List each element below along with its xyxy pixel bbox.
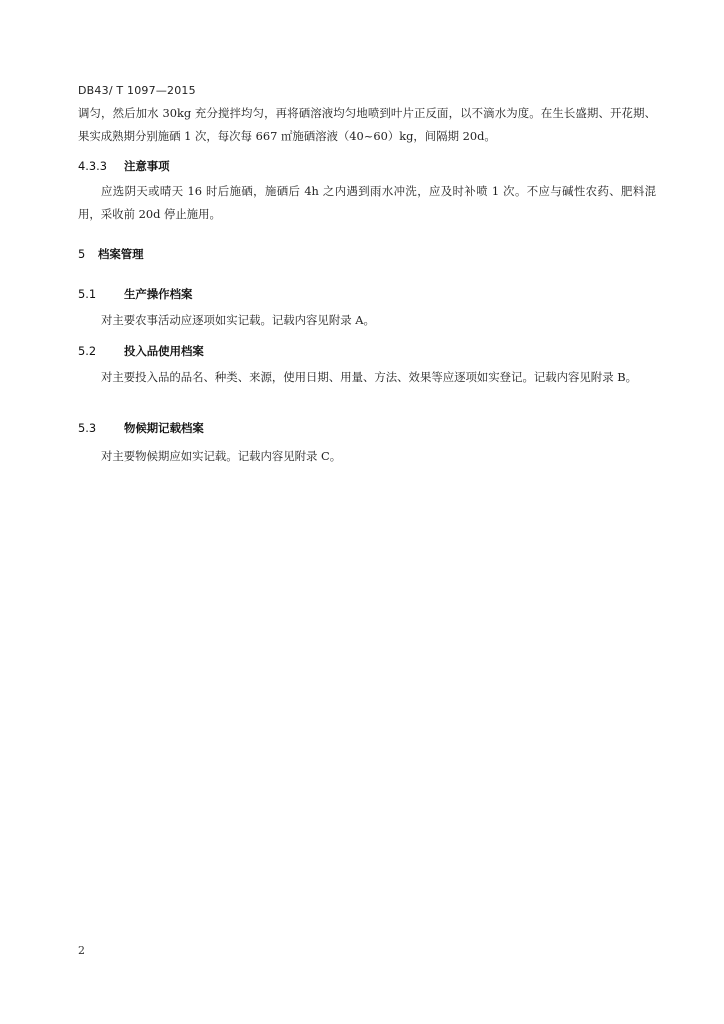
section-number: 5.3 <box>78 421 97 435</box>
section-heading-5-3 <box>78 420 204 436</box>
section-number: 5 <box>78 247 86 261</box>
page-number: 2 <box>78 944 85 957</box>
paragraph-selenium-spraying: 调匀，然后加水 30kg 充分搅拌均匀，再将硒溶液均匀地喷到叶片正反面，以不滴水为度。在生长盛期、开花期、果实成熟期分别施硒 1 次，每次每 667 ㎡施硒溶液（40~60）kg，间隔期 20d。 <box>78 106 656 143</box>
paragraph-production-records: 对主要农事活动应逐项如实记载。记载内容见附录 A。 <box>101 313 375 327</box>
paragraph-precautions: 应选阴天或晴天 16 时后施硒，施硒后 4h 之内遇到雨水冲洗，应及时补喷 1 次。不应与碱性农药、肥料混用，采收前 20d 停止施用。 <box>78 184 656 221</box>
section-heading-5-2 <box>78 343 204 359</box>
section-heading-4-3-3 <box>78 158 170 174</box>
section-title: 物候期记载档案 <box>124 421 204 435</box>
section-number: 5.1 <box>78 287 97 301</box>
section-heading-5-1 <box>78 286 192 302</box>
section-number: 4.3.3 <box>78 159 107 173</box>
section-title: 档案管理 <box>98 247 144 261</box>
section-heading-5 <box>78 246 144 262</box>
document-standard-number: DB43/ T 1097—2015 <box>78 84 196 97</box>
section-number: 5.2 <box>78 344 97 358</box>
section-title: 注意事项 <box>124 159 170 173</box>
paragraph-phenology-records: 对主要物候期应如实记载。记载内容见附录 C。 <box>101 449 342 463</box>
section-title: 投入品使用档案 <box>124 344 204 358</box>
paragraph-input-records: 对主要投入品的品名、种类、来源，使用日期、用量、方法、效果等应逐项如实登记。记载内容见附录 B。 <box>101 370 637 384</box>
section-title: 生产操作档案 <box>124 287 193 301</box>
